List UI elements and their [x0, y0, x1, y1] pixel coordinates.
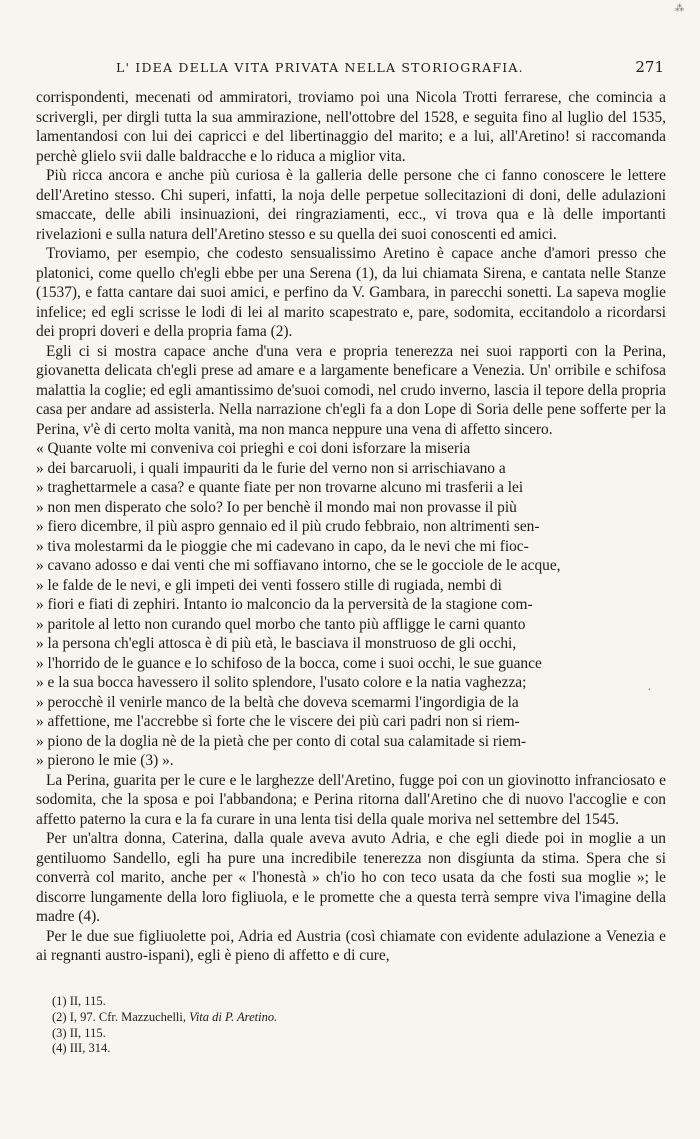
footnote-text: II, 115. [69, 1025, 106, 1040]
quote-line: « Quante volte mi conveniva coi prieghi e coi doni isforzare la miseria [36, 440, 471, 457]
footnotes [52, 994, 277, 1057]
paragraph: corrispondenti, mecenati od ammiratori, troviamo poi una Nicola Trotti ferrarese, che comincia a scrivergli, per dirgli tutta la sua ammirazione, nell'ottobre del 1528, e seguita fino al luglio del 1535, lamentandosi con lui dei capricci e del libertinaggio del marito; e a lui, all'Aretino! si raccomanda perchè glielo svii dalle baldracche e lo riduca a miglior vita. [36, 89, 666, 165]
footnote-number: (4) [52, 1041, 67, 1056]
paragraph: La Perina, guarita per le cure e le larghezze dell'Aretino, fugge poi con un giovinotto infranciosato e sodomita, che la sposa e poi l'abbandona; e Perina ritorna dall'Aretino che di nuovo l'accoglie e con affetto paterno la cura e la fa curare in una lenta tisi della quale moriva nel settembre del 1545. [36, 771, 666, 828]
quote-line: » non men disperato che solo? Io per benchè il mondo mai non provasse il più [36, 498, 517, 516]
quote-line: » piono de la doglia nè de la pietà che per conto di cotal sua calamitade si riem- [36, 732, 527, 750]
quote-line: » dei barcaruoli, i quali impauriti da le furie del verno non si arrischiavano a [36, 459, 506, 477]
quote-line: » le falde de le nevi, e gli impeti dei venti fossero stille di rugiada, nembi di [36, 576, 502, 594]
quote-line: » perocchè il venirle manco de la beltà che doveva scemarmi l'ingordigia de la [36, 693, 519, 711]
footnote-text: III, 314. [69, 1041, 111, 1056]
quote-line: » l'horrido de le guance e lo schifoso de la bocca, come i suoi occhi, le sue guance [36, 654, 542, 672]
footnote-number: (2) [52, 1009, 67, 1024]
quote-line: » tiva molestarmi da le pioggie che mi cadevano in capo, da le nevi che mi fioc- [36, 537, 529, 555]
paragraph: Troviamo, per esempio, che codesto sensualissimo Aretino è capace anche d'amori presso che platonici, come quello ch'egli ebbe per una Serena (1), da lui chiamata Sirena, e cantata nelle Stanze (1537), e fatta cantare dai suoi amici, e perfino da V. Gambara, in parecchi sonetti. La sapeva moglie infelice; ed egli scrisse le lodi di lei al marito scapestrato e, pare, sodomita, eccitandolo a ricordarsi dei propri doveri e della propria fama (2). [36, 245, 666, 340]
footnote-title: Vita di P. Aretino. [189, 1009, 278, 1024]
quote-line: » cavano adosso e dai venti che mi soffiavano intorno, che se le gocciole de le acque, [36, 557, 561, 574]
running-head [116, 58, 664, 76]
footnote-text: I, 97. Cfr. Mazzuchelli, [69, 1009, 186, 1024]
footnote-number: (3) [52, 1025, 67, 1040]
corner-mark: ⁂ [675, 4, 684, 14]
footnote-number: (1) [52, 994, 67, 1008]
page-number: 271 [635, 58, 664, 76]
paragraph: Più ricca ancora e anche più curiosa è la galleria delle persone che ci fanno conoscere le lettere dell'Aretino stesso. Chi superi, infatti, la noja delle perpetue sollecitazioni di doni, delle adulazioni smaccate, delle abili insinuazioni, dei ringraziamenti, ecc., vi trova qua e là delle importanti rivelazioni e sulla natura dell'Aretino stesso e su quella dei suoi conoscenti ed amici. [36, 167, 666, 243]
quote-line: » fiori e fiati di zephiri. Intanto io malconcio da la perversità de la stagione com- [36, 596, 533, 613]
footnote [52, 1026, 277, 1042]
block-quote [36, 439, 666, 771]
paragraph: Per le due sue figliuolette poi, Adria ed Austria (così chiamate con evidente adulazione a Venezia e ai regnanti austro-ispani), egli è pieno di affetto e di cure, [36, 927, 666, 964]
footnote [52, 1041, 277, 1057]
quote-line: » paritole al letto non curando quel morbo che tanto più affligge le carni quanto [36, 615, 526, 633]
margin-dot: · [647, 685, 651, 696]
quote-line: » fiero dicembre, il più aspro gennaio ed il più crudo febbraio, non altrimenti sen- [36, 518, 540, 535]
running-title: L' IDEA DELLA VITA PRIVATA NELLA STORIOGRAFIA. [116, 60, 524, 75]
quote-line: » traghettarmele a casa? e quante fiate per non trovarne alcuno mi trasferii a lei [36, 479, 524, 496]
quote-line: » pierono le mie (3) ». [36, 752, 174, 769]
paragraph: Per un'altra donna, Caterina, dalla quale aveva avuto Adria, e che egli diede poi in moglie a un gentiluomo Sandello, egli ha pure una incredibile tenerezza non disgiunta da stima. Spera che si converrà col marito, anche per « l'honestà » ch'io ho con teco usata da che fosti sua moglie »; le discorre lungamente della loro figliuola, e le promette che a questa terrà sempre viva l'imagine della madre (4). [36, 830, 666, 925]
quote-line: » e la sua bocca havessero il solito splendore, l'usato colore e la natia vaghezza; [36, 674, 527, 691]
quote-line: » la persona ch'egli attosca è di più età, le basciava il monstruoso de gli occhi, [36, 635, 517, 652]
body-text [36, 88, 666, 966]
quote-line: » affettione, me l'accrebbe sì forte che le viscere dei più cari padri non si riem- [36, 713, 520, 730]
footnote-text: II, 115. [69, 994, 106, 1008]
paragraph: Egli ci si mostra capace anche d'una vera e propria tenerezza nei suoi rapporti con la Perina, giovanetta delicata ch'egli prese ad amare e a largamente beneficare a Venezia. Un' orribile e schifosa malattia la coglie; ed egli amantissimo de'suoi comodi, nel crudo inverno, lascia il tepore della propria casa per andare ad assisterla. Nella narrazione ch'egli fa a don Lope di Soria delle pene sofferte per la Perina, v'è di certo molta vanità, ma non manca neppure una vena di affetto sincero. [36, 342, 666, 438]
footnote [52, 994, 277, 1010]
footnote [52, 1010, 277, 1026]
